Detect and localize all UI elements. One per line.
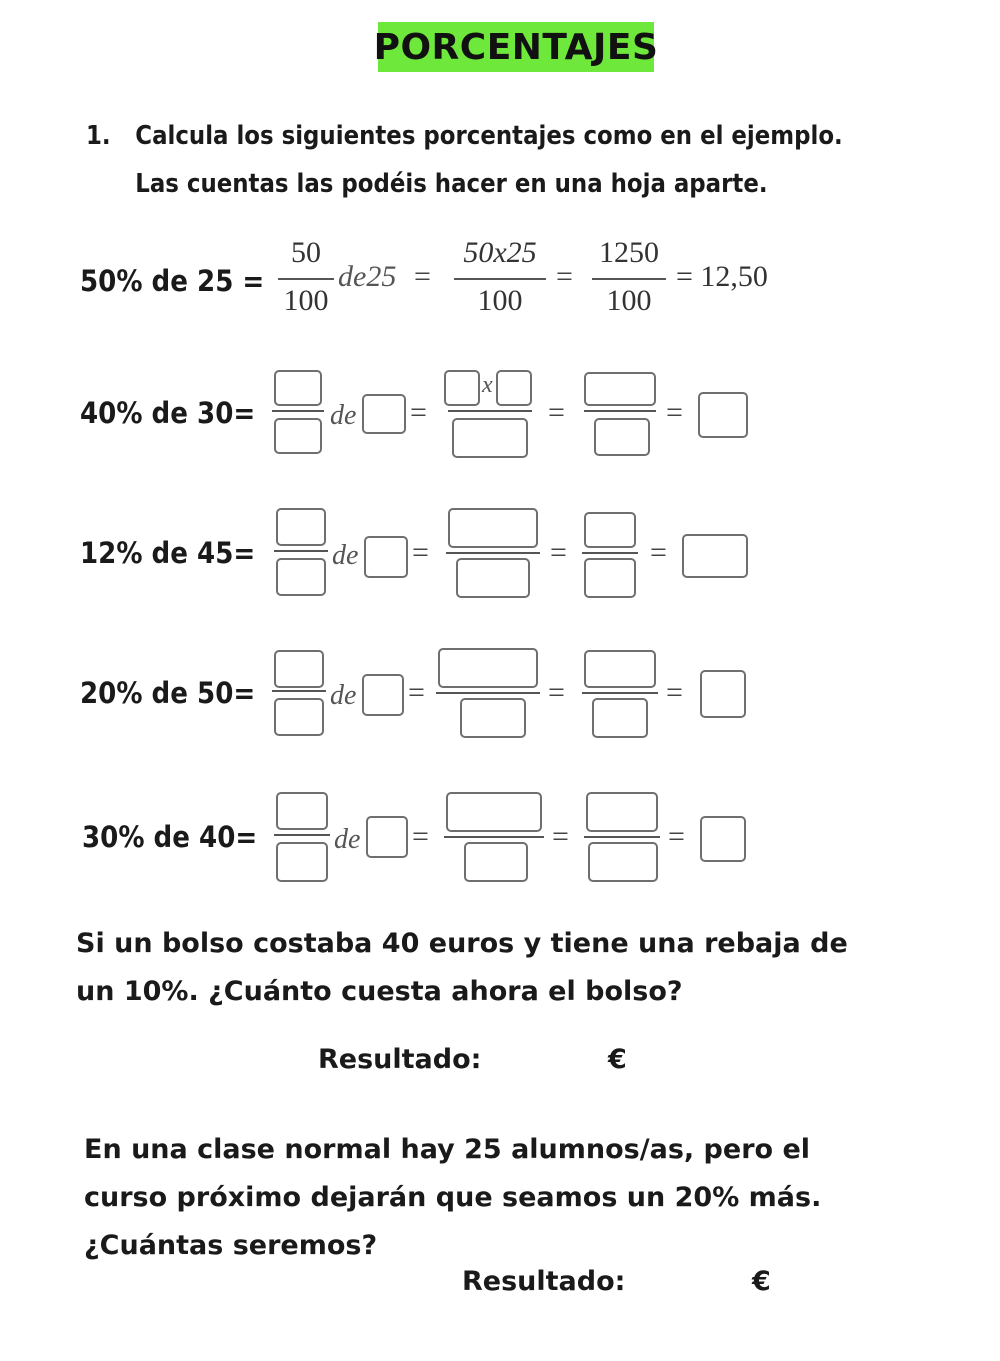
equals-sign: = <box>650 536 667 569</box>
result-label: Resultado: <box>318 1044 482 1075</box>
equals-sign: = <box>666 676 683 709</box>
answer-box[interactable] <box>594 418 650 456</box>
equals-sign: = <box>668 820 685 853</box>
answer-box[interactable] <box>276 842 328 882</box>
equals-sign: = <box>556 260 573 293</box>
exercise-row <box>0 646 1000 756</box>
answer-box[interactable] <box>276 792 328 830</box>
example-f3-den: 100 <box>606 284 652 317</box>
equals-sign: = <box>412 820 429 853</box>
de-text: de <box>334 824 361 855</box>
equals-sign: = <box>550 536 567 569</box>
equals-sign: = <box>410 396 427 429</box>
answer-box[interactable] <box>700 670 746 718</box>
answer-box[interactable] <box>362 674 404 716</box>
answer-box[interactable] <box>276 508 326 546</box>
answer-box[interactable] <box>452 418 528 458</box>
answer-box[interactable] <box>444 370 480 406</box>
problem-1-line-2: un 10%. ¿Cuánto cuesta ahora el bolso? <box>76 976 683 1007</box>
answer-box[interactable] <box>464 842 528 882</box>
answer-box[interactable] <box>592 698 648 738</box>
example-fraction-2 <box>450 232 550 332</box>
example-f1-den: 100 <box>283 284 329 317</box>
example-f2-den: 100 <box>477 284 523 317</box>
currency-symbol: € <box>608 1044 627 1075</box>
equals-sign: = <box>408 676 425 709</box>
answer-box[interactable] <box>448 508 538 548</box>
problem-1-text <box>76 920 848 1016</box>
answer-box[interactable] <box>366 816 408 858</box>
answer-box[interactable] <box>362 394 406 434</box>
answer-box[interactable] <box>274 698 324 736</box>
answer-box[interactable] <box>460 698 526 738</box>
exercise-label: 40% de 30= <box>80 396 256 430</box>
example-row <box>0 232 1000 342</box>
de-text: de <box>330 680 357 711</box>
result-label: Resultado: <box>462 1266 626 1297</box>
instruction-line-1: Calcula los siguientes porcentajes como en el ejemplo. <box>135 121 843 151</box>
problem-2-text <box>84 1126 821 1270</box>
problem-2-line-2: curso próximo dejarán que seamos un 20% más. <box>84 1182 822 1213</box>
answer-box[interactable] <box>586 792 658 832</box>
answer-box[interactable] <box>274 418 322 454</box>
example-f2-num: 50x25 <box>463 236 537 269</box>
equals-sign: = <box>548 396 565 429</box>
de-text: de <box>330 400 357 431</box>
answer-box[interactable] <box>682 534 748 578</box>
exercise-row <box>0 506 1000 616</box>
exercise-label: 12% de 45= <box>80 536 256 570</box>
times-text: x <box>482 372 493 398</box>
answer-box[interactable] <box>584 650 656 688</box>
example-fraction-3 <box>590 232 668 332</box>
equals-sign: = <box>412 536 429 569</box>
answer-box[interactable] <box>584 558 636 598</box>
de-text: de <box>332 540 359 571</box>
problem-1-line-1: Si un bolso costaba 40 euros y tiene una rebaja de <box>76 928 848 959</box>
example-f1-num: 50 <box>291 236 321 269</box>
exercise-label: 30% de 40= <box>82 820 258 854</box>
example-f3-num: 1250 <box>599 236 659 269</box>
page-title: PORCENTAJES <box>378 22 654 72</box>
exercise-row <box>0 790 1000 900</box>
answer-box[interactable] <box>584 372 656 406</box>
instruction-line-2: Las cuentas las podéis hacer en una hoja aparte. <box>135 169 768 199</box>
answer-box[interactable] <box>698 392 748 438</box>
answer-box[interactable] <box>276 558 326 596</box>
exercise-label: 20% de 50= <box>80 676 256 710</box>
answer-box[interactable] <box>456 558 530 598</box>
answer-box[interactable] <box>274 650 324 688</box>
equals-sign: = <box>414 260 431 293</box>
answer-box[interactable] <box>588 842 658 882</box>
answer-box[interactable] <box>438 648 538 688</box>
example-fraction-1 <box>276 232 336 332</box>
answer-box[interactable] <box>274 370 322 406</box>
equals-sign: = <box>666 396 683 429</box>
problem-2-line-1: En una clase normal hay 25 alumnos/as, pero el <box>84 1134 811 1165</box>
answer-box[interactable] <box>496 370 532 406</box>
answer-box[interactable] <box>364 536 408 578</box>
equals-sign: = <box>548 676 565 709</box>
answer-box[interactable] <box>700 816 746 862</box>
problem-2-line-3: ¿Cuántas seremos? <box>84 1230 378 1261</box>
exercise-row <box>0 366 1000 476</box>
example-de: de25 <box>338 260 397 293</box>
example-label: 50% de 25 = <box>80 264 265 298</box>
answer-box[interactable] <box>446 792 542 832</box>
equals-sign: = <box>552 820 569 853</box>
currency-symbol: € <box>752 1266 771 1297</box>
answer-box[interactable] <box>584 512 636 548</box>
example-result: = 12,50 <box>676 260 768 293</box>
instruction-number: 1. <box>86 121 111 151</box>
